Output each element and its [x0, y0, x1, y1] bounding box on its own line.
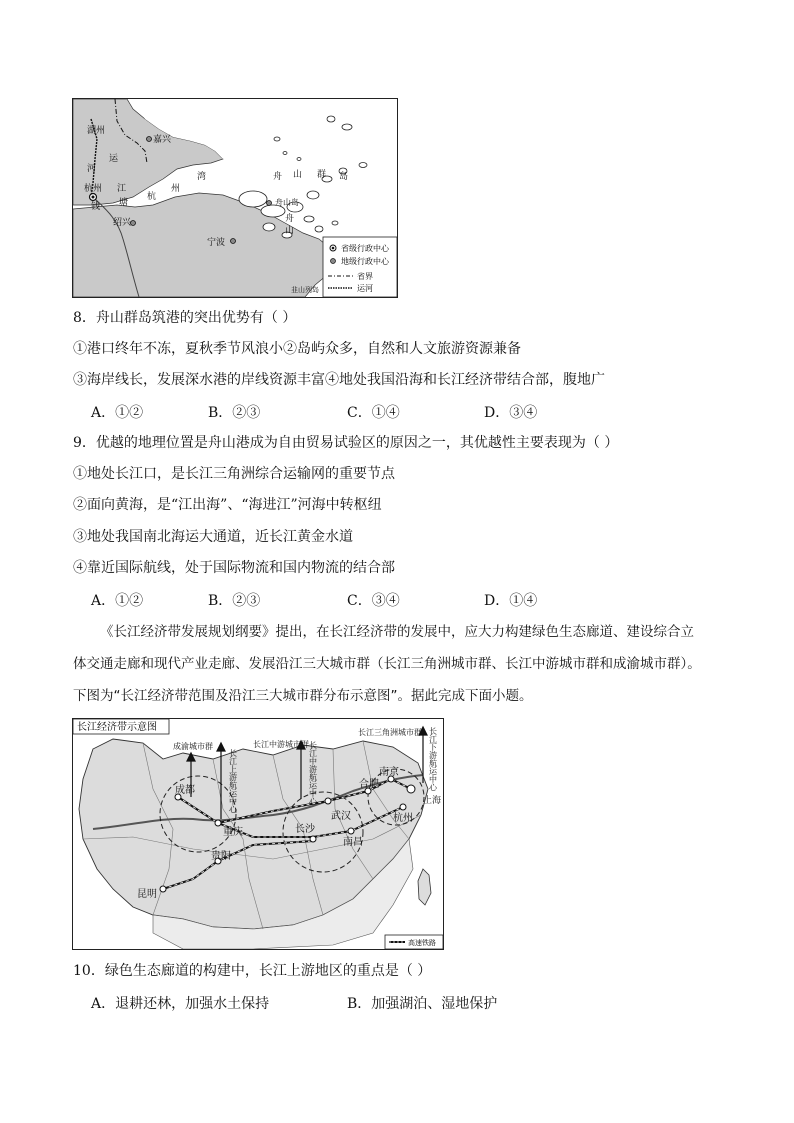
shaoxing-marker — [131, 221, 136, 226]
q9-item-4: ④靠近国际航线，处于国际物流和国内物流的结合部 — [73, 560, 395, 576]
map1-legend — [323, 237, 397, 297]
yangtze-economic-belt-map — [72, 718, 444, 950]
q8-line1: ①港口终年不冻，夏秋季节风浪小②岛屿众多，自然和人文旅游资源兼备 — [73, 341, 521, 357]
q10-option-a[interactable]: A．退耕还林，加强水土保持 — [91, 996, 270, 1012]
legend-prefectural: 地级行政中心 — [341, 257, 389, 266]
wuhan-label: 武汉 — [331, 811, 351, 822]
q8-stem: 8．舟山群岛筑港的突出优势有（ ） — [73, 310, 297, 326]
wuhan-marker — [325, 798, 331, 804]
hang-label: 杭 — [147, 192, 157, 202]
q9-stem: 9．优越的地理位置是舟山港成为自由贸易试验区的原因之一，其优越性主要表现为（ ） — [73, 435, 619, 451]
q8-option-d[interactable]: D．③④ — [484, 405, 538, 421]
jiaxing-label: 嘉兴 — [153, 135, 172, 145]
guiyang-label: 贵阳 — [211, 851, 231, 862]
jiang-label: 江 — [117, 184, 127, 194]
chongqing-marker — [215, 820, 221, 826]
chongqing-label: 重庆 — [223, 827, 243, 838]
q8-option-a[interactable]: A．①② — [91, 405, 144, 421]
middle-cluster-label: 长江中游城市群 — [253, 740, 309, 749]
jiaxing-marker — [147, 137, 152, 142]
zhou-label: 州 — [171, 184, 181, 194]
q9-item-3: ③地处我国南北海运大通道，近长江黄金水道 — [73, 529, 353, 545]
q8-option-c[interactable]: C．①④ — [347, 405, 400, 421]
river-he-label: 河 — [87, 164, 97, 174]
passage-line-1: 《长江经济带发展规划纲要》提出，在长江经济带的发展中，应大力构建绿色生态廊道、建设综合立 — [100, 624, 694, 640]
nanjing-label: 南京 — [379, 767, 399, 778]
legend-boundary: 省界 — [357, 272, 373, 281]
huzhou-label: 湖州 — [87, 126, 106, 136]
ningbo-label: 宁波 — [207, 238, 226, 248]
changsha-label: 长沙 — [295, 824, 315, 835]
q8-line2: ③海岸线长，发展深水港的岸线资源丰富④地处我国沿海和长江经济带结合部，腹地广 — [73, 372, 605, 388]
q9-option-c[interactable]: C．③④ — [347, 593, 400, 609]
taiwan-island — [418, 869, 431, 905]
q9-item-1: ①地处长江口，是长江三角洲综合运输网的重要节点 — [73, 466, 395, 482]
upper-center-label: 长江上游航运中心 — [228, 749, 238, 813]
q9-option-b[interactable]: B．②③ — [208, 593, 261, 609]
middle-center-label: 长江中游航运中心 — [308, 741, 318, 805]
zhoushan-label-2: 山 — [293, 170, 303, 180]
legend-canal: 运河 — [357, 284, 373, 293]
legend-provincial: 省级行政中心 — [341, 244, 389, 253]
hangzhou-label-2: 杭州 — [393, 813, 413, 824]
nanchang-label: 南昌 — [343, 837, 363, 848]
hangzhou-label: 杭州 — [84, 184, 103, 194]
map2-legend — [385, 935, 443, 949]
zhoushan-label-3: 群 — [317, 170, 327, 180]
q10-stem: 10．绿色生态廊道的构建中，长江上游地区的重点是（ ） — [73, 963, 432, 979]
nanchang-marker — [348, 828, 354, 834]
q10-option-b[interactable]: B．加强湖泊、湿地保护 — [347, 996, 498, 1012]
chengdu-label: 成都 — [175, 785, 195, 796]
shan-city-label: 山 — [285, 226, 295, 236]
chengyu-cluster-label: 成渝城市群 — [173, 742, 213, 751]
kunming-label: 昆明 — [137, 889, 157, 900]
qian-label: 钱 — [91, 202, 101, 212]
q9-option-a[interactable]: A．①② — [91, 593, 144, 609]
zhoushan-map — [72, 98, 398, 298]
delta-cluster-label: 长江三角洲城市群 — [358, 728, 422, 737]
map2-title: 长江经济带示意图 — [77, 722, 157, 733]
changsha-marker — [310, 836, 316, 842]
hefei-label: 合肥 — [359, 779, 379, 790]
q8-option-b[interactable]: B．②③ — [208, 405, 261, 421]
river-yun-label: 运 — [109, 154, 119, 164]
q9-item-2: ②面向黄海，是“江出海”、“海进江”河海中转枢纽 — [73, 497, 382, 513]
shaoxing-label: 绍兴 — [113, 218, 132, 228]
passage-line-2: 体交通走廊和现代产业走廊、发展沿江三大城市群（长江三角洲城市群、长江中游城市群和成渝城市群）。 — [73, 656, 701, 672]
q9-option-d[interactable]: D．①④ — [484, 593, 538, 609]
legend-rail-label: 高速铁路 — [408, 939, 436, 947]
wan-label: 湾 — [197, 172, 207, 182]
jiushan-label: 韭山列岛 — [291, 286, 319, 294]
ningbo-marker — [231, 239, 236, 244]
lower-center-label: 长江下游航运中心 — [428, 727, 438, 791]
shanghai-marker — [407, 785, 415, 793]
zhoushan-label-1: 舟 — [273, 172, 283, 182]
hangzhou-marker-2 — [400, 804, 406, 810]
kunming-marker — [160, 886, 166, 892]
zhoushan-label-4: 岛 — [339, 172, 349, 182]
zhoushan-marker — [267, 201, 272, 206]
zhou-city-label: 舟 — [285, 214, 295, 224]
tang-label: 塘 — [119, 198, 129, 208]
zhoushan-island-label: 舟山岛 — [275, 198, 299, 207]
shanghai-label: 上海 — [423, 796, 442, 806]
yangtze-map-drawing — [73, 719, 443, 949]
passage-line-3: 下图为“长江经济带范围及沿江三大城市群分布示意图”。据此完成下面小题。 — [73, 688, 533, 704]
zhoushan-map-drawing — [73, 99, 397, 297]
